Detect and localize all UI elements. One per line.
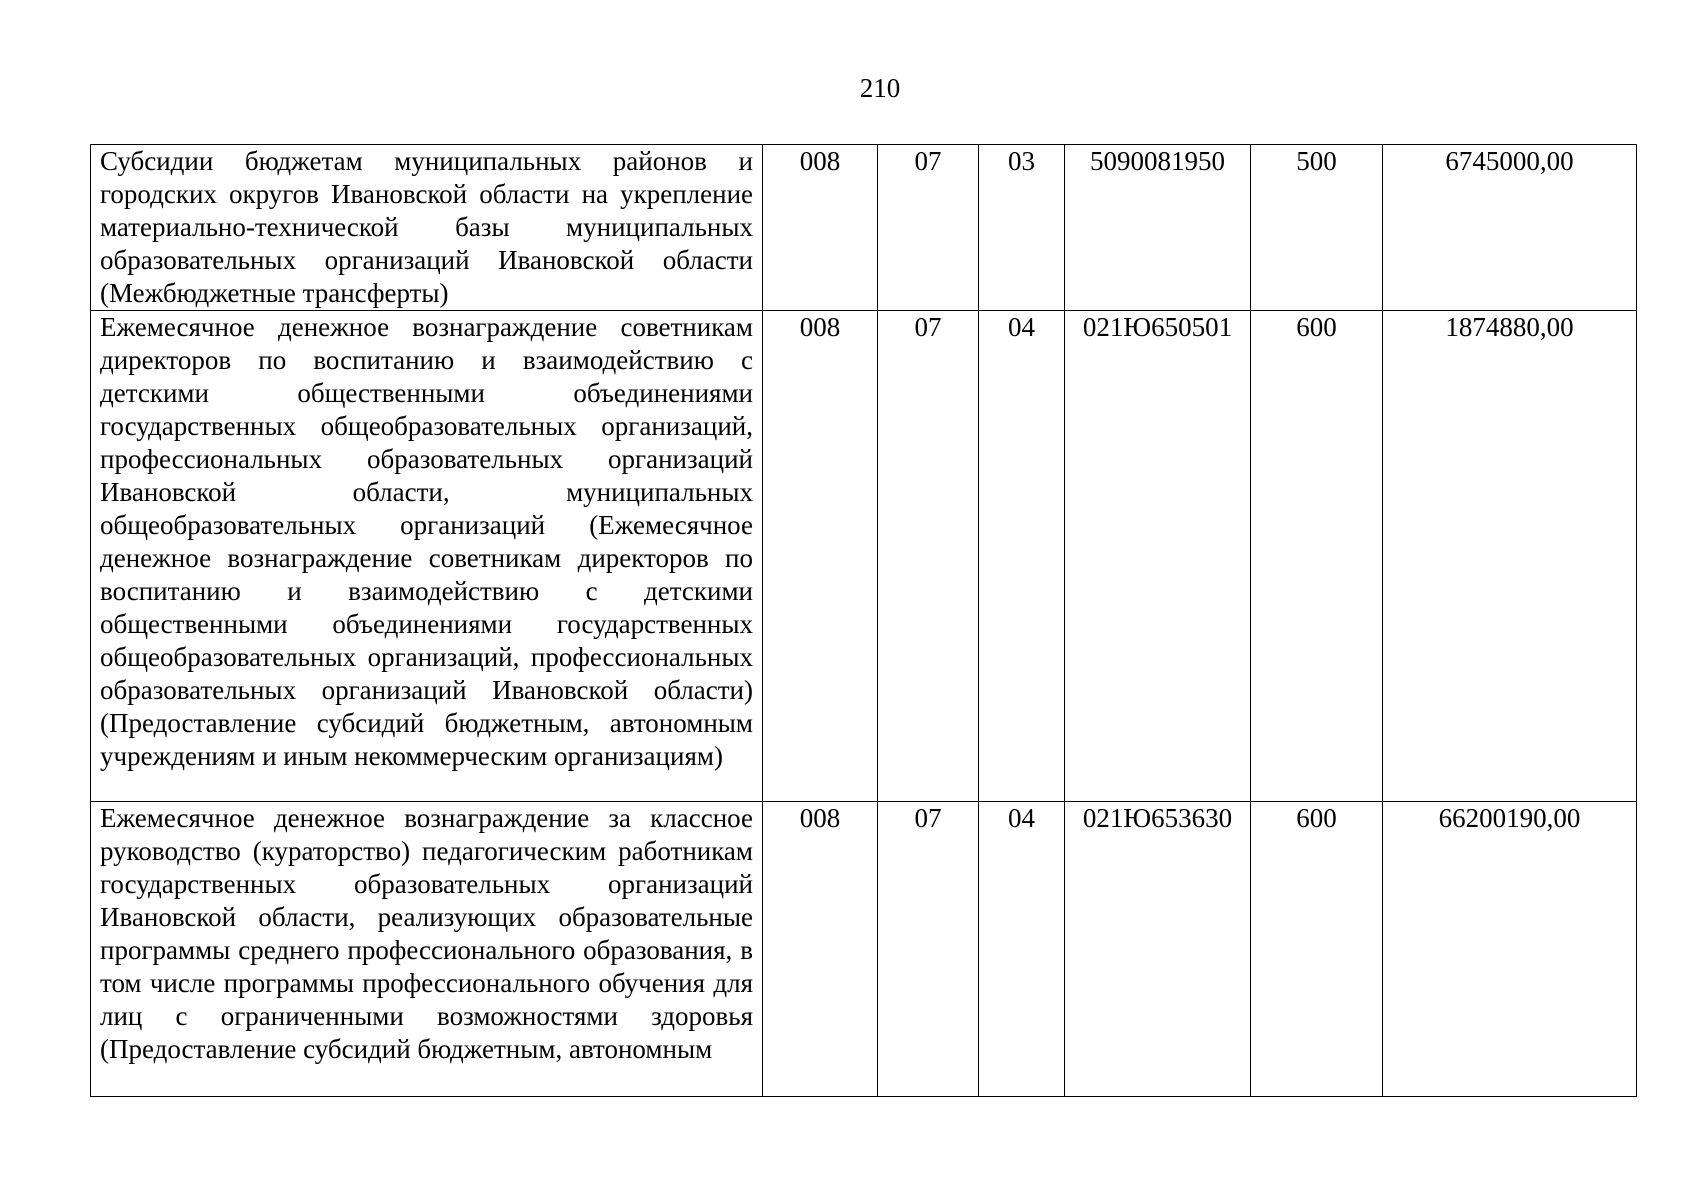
subsection-code: 04 <box>979 311 1065 802</box>
ministry-code: 008 <box>763 145 878 311</box>
amount: 6745000,00 <box>1383 145 1637 311</box>
section-code: 07 <box>878 802 979 1097</box>
amount: 66200190,00 <box>1383 802 1637 1097</box>
row-description: Ежемесячное денежное вознаграждение за классное руководство (кураторство) педагогическим работникам государственных образовательных организаций Ивановской области, реализующих образовательные программы среднего профессионального образования, в том числе программы профессионального обучения для лиц с ограниченными возможностями здоровья (Предоставление субсидий бюджетным, автономным <box>91 802 763 1097</box>
expense-type-code: 500 <box>1251 145 1383 311</box>
expense-type-code: 600 <box>1251 311 1383 802</box>
target-article-code: 021Ю653630 <box>1065 802 1251 1097</box>
budget-table <box>90 144 1637 1097</box>
ministry-code: 008 <box>763 802 878 1097</box>
ministry-code: 008 <box>763 311 878 802</box>
subsection-code: 03 <box>979 145 1065 311</box>
row-description: Ежемесячное денежное вознаграждение советникам директоров по воспитанию и взаимодействию с детскими общественными объединениями государственных общеобразовательных организаций, профессиональных образовательных организаций Ивановской области, муниципальных общеобразовательных организаций (Ежемесячное денежное вознаграждение советникам директоров по воспитанию и взаимодействию с детскими общественными объединениями государственных общеобразовательных организаций, профессиональных образовательных организаций Ивановской области) (Предоставление субсидий бюджетным, автономным учреждениям и иным некоммерческим организациям) <box>91 311 763 802</box>
row-description: Субсидии бюджетам муниципальных районов и городских округов Ивановской области на укрепление материально-технической базы муниципальных образовательных организаций Ивановской области (Межбюджетные трансферты) <box>91 145 763 311</box>
table-row <box>91 145 1637 311</box>
subsection-code: 04 <box>979 802 1065 1097</box>
page-number: 210 <box>859 73 901 103</box>
table-row <box>91 311 1637 802</box>
expense-type-code: 600 <box>1251 802 1383 1097</box>
table-row <box>91 802 1637 1097</box>
section-code: 07 <box>878 145 979 311</box>
section-code: 07 <box>878 311 979 802</box>
target-article-code: 021Ю650501 <box>1065 311 1251 802</box>
amount: 1874880,00 <box>1383 311 1637 802</box>
target-article-code: 5090081950 <box>1065 145 1251 311</box>
